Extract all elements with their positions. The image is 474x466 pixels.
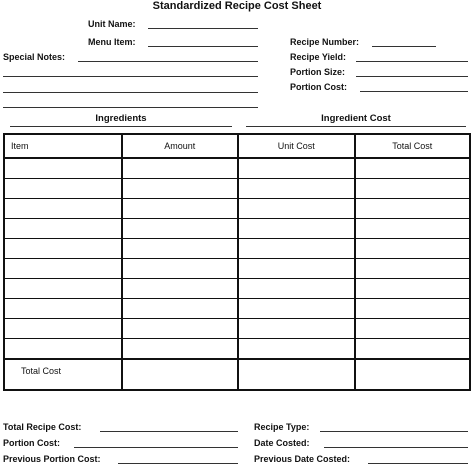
portion-cost-label: Portion Cost:: [290, 82, 347, 92]
table-cell[interactable]: [355, 158, 471, 179]
previous-date-costed-label: Previous Date Costed:: [254, 454, 351, 464]
ingredients-heading: Ingredients: [95, 113, 147, 124]
previous-portion-cost-field[interactable]: [118, 463, 238, 464]
recipe-type-label: Recipe Type:: [254, 422, 310, 432]
table-cell[interactable]: [122, 259, 239, 279]
table-cell[interactable]: [355, 179, 471, 199]
table-row: [4, 259, 470, 279]
footer-portion-cost-field[interactable]: [74, 447, 238, 448]
table-row: [4, 299, 470, 319]
table-cell[interactable]: [238, 199, 354, 219]
table-cell[interactable]: [122, 279, 239, 299]
table-cell[interactable]: [238, 179, 354, 199]
table-cell[interactable]: [355, 319, 471, 339]
portion-size-field[interactable]: [356, 76, 468, 77]
table-header-row: [4, 134, 470, 158]
table-row: [4, 339, 470, 360]
special-notes-line-1[interactable]: [78, 61, 258, 62]
table-cell[interactable]: [355, 239, 471, 259]
ingredients-cost-table: [3, 133, 471, 391]
special-notes-label: Special Notes:: [3, 52, 66, 62]
table-cell[interactable]: [4, 179, 122, 199]
table-row: [4, 279, 470, 299]
table-cell[interactable]: [355, 339, 471, 360]
sheet-title: Standardized Recipe Cost Sheet: [152, 0, 322, 12]
table-cell[interactable]: [238, 239, 354, 259]
recipe-yield-label: Recipe Yield:: [290, 52, 347, 62]
table-cell[interactable]: [4, 279, 122, 299]
column-header-total-cost: Total Cost: [355, 134, 471, 158]
total-cost-row: [4, 359, 470, 390]
table-cell[interactable]: [122, 219, 239, 239]
total-cost-cell[interactable]: [238, 359, 354, 390]
table-row: [4, 199, 470, 219]
date-costed-field[interactable]: [324, 447, 468, 448]
recipe-yield-field[interactable]: [356, 61, 468, 62]
table-row: [4, 179, 470, 199]
table-row: [4, 158, 470, 179]
table-cell[interactable]: [355, 279, 471, 299]
table-cell[interactable]: [238, 299, 354, 319]
table-cell[interactable]: [122, 339, 239, 360]
table-row: [4, 319, 470, 339]
table-cell[interactable]: [238, 339, 354, 360]
table-cell[interactable]: [4, 158, 122, 179]
table-cell[interactable]: [4, 239, 122, 259]
table-row: [4, 239, 470, 259]
table-cell[interactable]: [238, 259, 354, 279]
table-cell[interactable]: [238, 219, 354, 239]
previous-date-costed-field[interactable]: [368, 463, 468, 464]
total-cost-cell[interactable]: [355, 359, 471, 390]
total-recipe-cost-label: Total Recipe Cost:: [3, 422, 82, 432]
footer-portion-cost-label: Portion Cost:: [3, 438, 60, 448]
recipe-type-field[interactable]: [320, 431, 468, 432]
table-cell[interactable]: [122, 179, 239, 199]
table-cell[interactable]: [122, 319, 239, 339]
recipe-number-field[interactable]: [372, 46, 436, 47]
previous-portion-cost-label: Previous Portion Cost:: [3, 454, 101, 464]
table-cell[interactable]: [238, 158, 354, 179]
table-cell[interactable]: [122, 239, 239, 259]
table-cell[interactable]: [355, 199, 471, 219]
column-header-item: Item: [4, 134, 122, 158]
table-cell[interactable]: [4, 319, 122, 339]
column-header-unit-cost: Unit Cost: [238, 134, 354, 158]
table-cell[interactable]: [355, 219, 471, 239]
ingredient-cost-heading: Ingredient Cost: [321, 113, 391, 124]
portion-size-label: Portion Size:: [290, 67, 346, 77]
table-cell[interactable]: [4, 339, 122, 360]
menu-item-field[interactable]: [148, 46, 258, 47]
total-cost-label: Total Cost: [4, 359, 122, 390]
ingredients-rule: [10, 126, 232, 127]
table-cell[interactable]: [4, 299, 122, 319]
menu-item-label: Menu Item:: [88, 37, 136, 47]
ingredient-cost-rule: [246, 126, 466, 127]
table-cell[interactable]: [238, 319, 354, 339]
unit-name-label: Unit Name:: [88, 19, 136, 29]
table-cell[interactable]: [355, 259, 471, 279]
table-cell[interactable]: [4, 219, 122, 239]
table-cell[interactable]: [122, 199, 239, 219]
unit-name-field[interactable]: [148, 28, 258, 29]
special-notes-line-3[interactable]: [3, 92, 258, 93]
total-cost-cell[interactable]: [122, 359, 239, 390]
total-recipe-cost-field[interactable]: [100, 431, 238, 432]
table-cell[interactable]: [238, 279, 354, 299]
column-header-amount: Amount: [122, 134, 239, 158]
portion-cost-field[interactable]: [360, 91, 468, 92]
table-cell[interactable]: [4, 259, 122, 279]
table-cell[interactable]: [4, 199, 122, 219]
table-cell[interactable]: [355, 299, 471, 319]
special-notes-line-2[interactable]: [3, 76, 258, 77]
recipe-number-label: Recipe Number:: [290, 37, 360, 47]
table-cell[interactable]: [122, 299, 239, 319]
table-cell[interactable]: [122, 158, 239, 179]
date-costed-label: Date Costed:: [254, 438, 310, 448]
table-row: [4, 219, 470, 239]
special-notes-line-4[interactable]: [3, 107, 258, 108]
